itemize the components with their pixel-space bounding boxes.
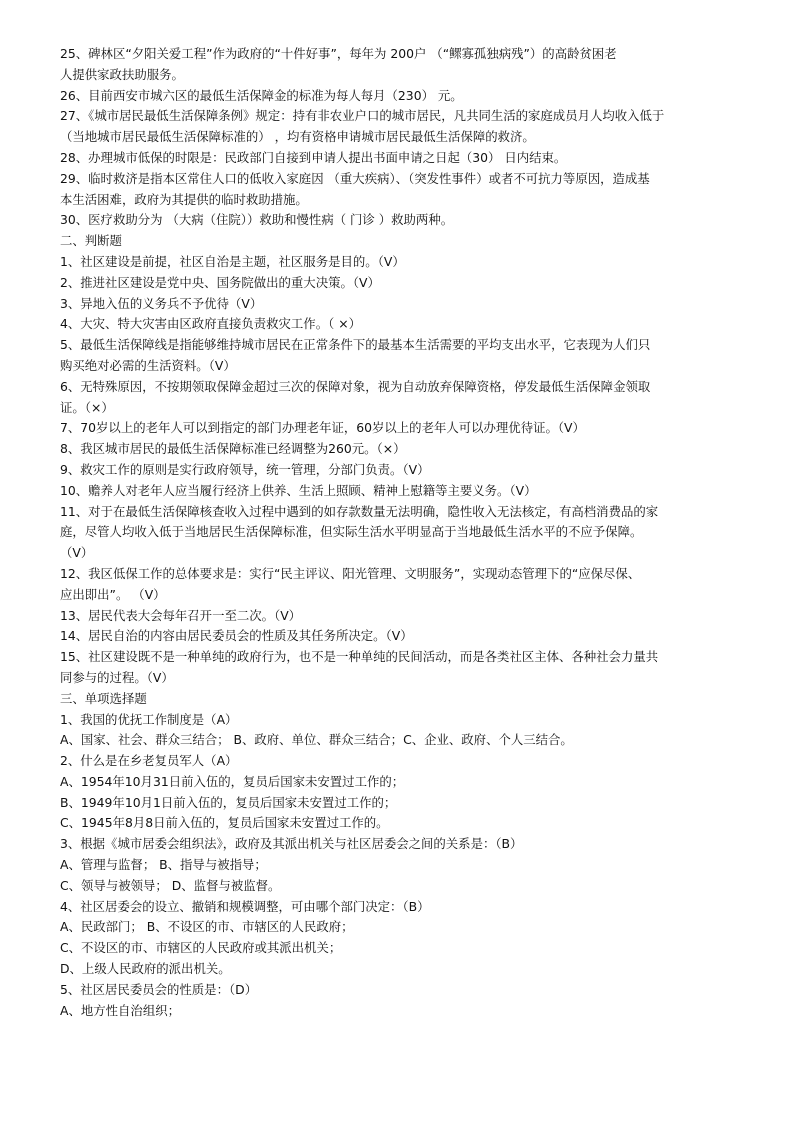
text-line: C、领导与被领导； D、监督与被监督。 (60, 877, 281, 893)
text-line: 4、大灾、特大灾害由区政府直接负责救灾工作。（ ×） (60, 316, 361, 332)
text-line: 同参与的过程。（V） (60, 669, 174, 685)
text-line: 人提供家政扶助服务。 (60, 66, 184, 82)
text-line: 购买绝对必需的生活资料。（V） (60, 357, 236, 373)
document-page (60, 44, 740, 1021)
text-line: 应出即出”。 （V） (60, 586, 166, 602)
text-line: 5、最低生活保障线是指能够维持城市居民在正常条件下的最基本生活需要的平均支出水平，它表现为人们只 (60, 337, 651, 353)
text-line: 13、居民代表大会每年召开一至二次。（V） (60, 607, 302, 623)
text-line: 15、社区建设既不是一种单纯的政府行为，也不是一种单纯的民间活动，而是各类社区主体、各种社会力量共 (60, 649, 659, 665)
text-line: 3、根据《城市居委会组织法》，政府及其派出机关与社区居委会之间的关系是：（B） (60, 836, 523, 852)
text-line: 本生活困难，政府为其提供的临时救助措施。 (60, 191, 308, 207)
text-line: 1、社区建设是前提，社区自治是主题，社区服务是目的。（V） (60, 253, 405, 269)
text-line: A、民政部门； B、不设区的市、市辖区的人民政府； (60, 919, 354, 935)
text-line: 庭，尽管人均收入低于当地居民生活保障标准，但实际生活水平明显高于当地最低生活水平的不应予保障。 (60, 524, 643, 540)
text-line: 11、对于在最低生活保障核查收入过程中遇到的如存款数量无法明确，隐性收入无法核定，有高档消费品的家 (60, 503, 659, 519)
text-line: 5、社区居民委员会的性质是：（D） (60, 981, 258, 997)
text-line: 14、居民自治的内容由居民委员会的性质及其任务所决定。（V） (60, 628, 413, 644)
text-line: 1、我国的优抚工作制度是（A） (60, 711, 238, 727)
text-line: 4、社区居委会的设立、撤销和规模调整，可由哪个部门决定：（B） (60, 898, 430, 914)
text-line: 7、70岁以上的老年人可以到指定的部门办理老年证，60岁以上的老年人可以办理优待证。（V） (60, 420, 585, 436)
text-line: 10、赡养人对老年人应当履行经济上供养、生活上照顾、精神上慰籍等主要义务。（V） (60, 482, 537, 498)
text-line: A、管理与监督； B、指导与被指导； (60, 857, 267, 873)
text-line: （V） (60, 545, 94, 561)
text-line: 26、目前西安市城六区的最低生活保障金的标准为每人每月（230） 元。 (60, 87, 463, 103)
text-line: 9、救灾工作的原则是实行政府领导，统一管理，分部门负责。（V） (60, 461, 430, 477)
text-line: A、地方性自治组织； (60, 1002, 180, 1018)
text-line: 30、医疗救助分为 （大病（住院））救助和慢性病（ 门诊 ）救助两种。 (60, 212, 454, 228)
text-line: C、不设区的市、市辖区的人民政府或其派出机关； (60, 940, 342, 956)
text-line: C、1945年8月8日前入伍的，复员后国家未安置过工作的。 (60, 815, 389, 831)
text-line: 29、临时救济是指本区常住人口的低收入家庭因 （重大疾病）、（突发性事件）或者不可抗力等原因，造成基 (60, 170, 650, 186)
text-line: 27、《城市居民最低生活保障条例》规定：持有非农业户口的城市居民，凡共同生活的家庭成员月人均收入低于 (60, 108, 665, 124)
text-line: 2、什么是在乡老复员军人（A） (60, 753, 238, 769)
text-line: 8、我区城市居民的最低生活保障标准已经调整为260元。（×） (60, 441, 406, 457)
text-line: 25、碑林区“夕阳关爱工程”作为政府的“十件好事”，每年为 200户 （“鳏寡孤独病残”）的高龄贫困老 (60, 46, 617, 61)
text-line: （当地城市居民最低生活保障标准的） ，均有资格申请城市居民最低生活保障的救济。 (60, 129, 535, 145)
text-line: 2、推进社区建设是党中央、国务院做出的重大决策。（V） (60, 274, 380, 290)
text-line: 证。（×） (60, 399, 114, 415)
text-line: A、国家、社会、群众三结合； B、政府、单位、群众三结合；C、企业、政府、个人三结合。 (60, 732, 573, 748)
text-line: A、1954年10月31日前入伍的，复员后国家未安置过工作的； (60, 773, 405, 789)
section-heading: 二、判断题 (60, 233, 122, 249)
text-line: 28、办理城市低保的时限是：民政部门自接到申请人提出书面申请之日起（30） 日内结束。 (60, 149, 567, 165)
text-line: D、上级人民政府的派出机关。 (60, 961, 231, 977)
text-line: B、1949年10月1日前入伍的，复员后国家未安置过工作的； (60, 794, 397, 810)
text-line: 12、我区低保工作的总体要求是：实行“民主评议、阳光管理、文明服务”，实现动态管理下的“应保尽保、 (60, 565, 641, 581)
text-line: 3、异地入伍的义务兵不予优待（V） (60, 295, 263, 311)
section-heading: 三、单项选择题 (60, 690, 147, 706)
text-line: 6、无特殊原因，不按期领取保障金超过三次的保障对象，视为自动放弃保障资格，停发最低生活保障金领取 (60, 378, 651, 394)
